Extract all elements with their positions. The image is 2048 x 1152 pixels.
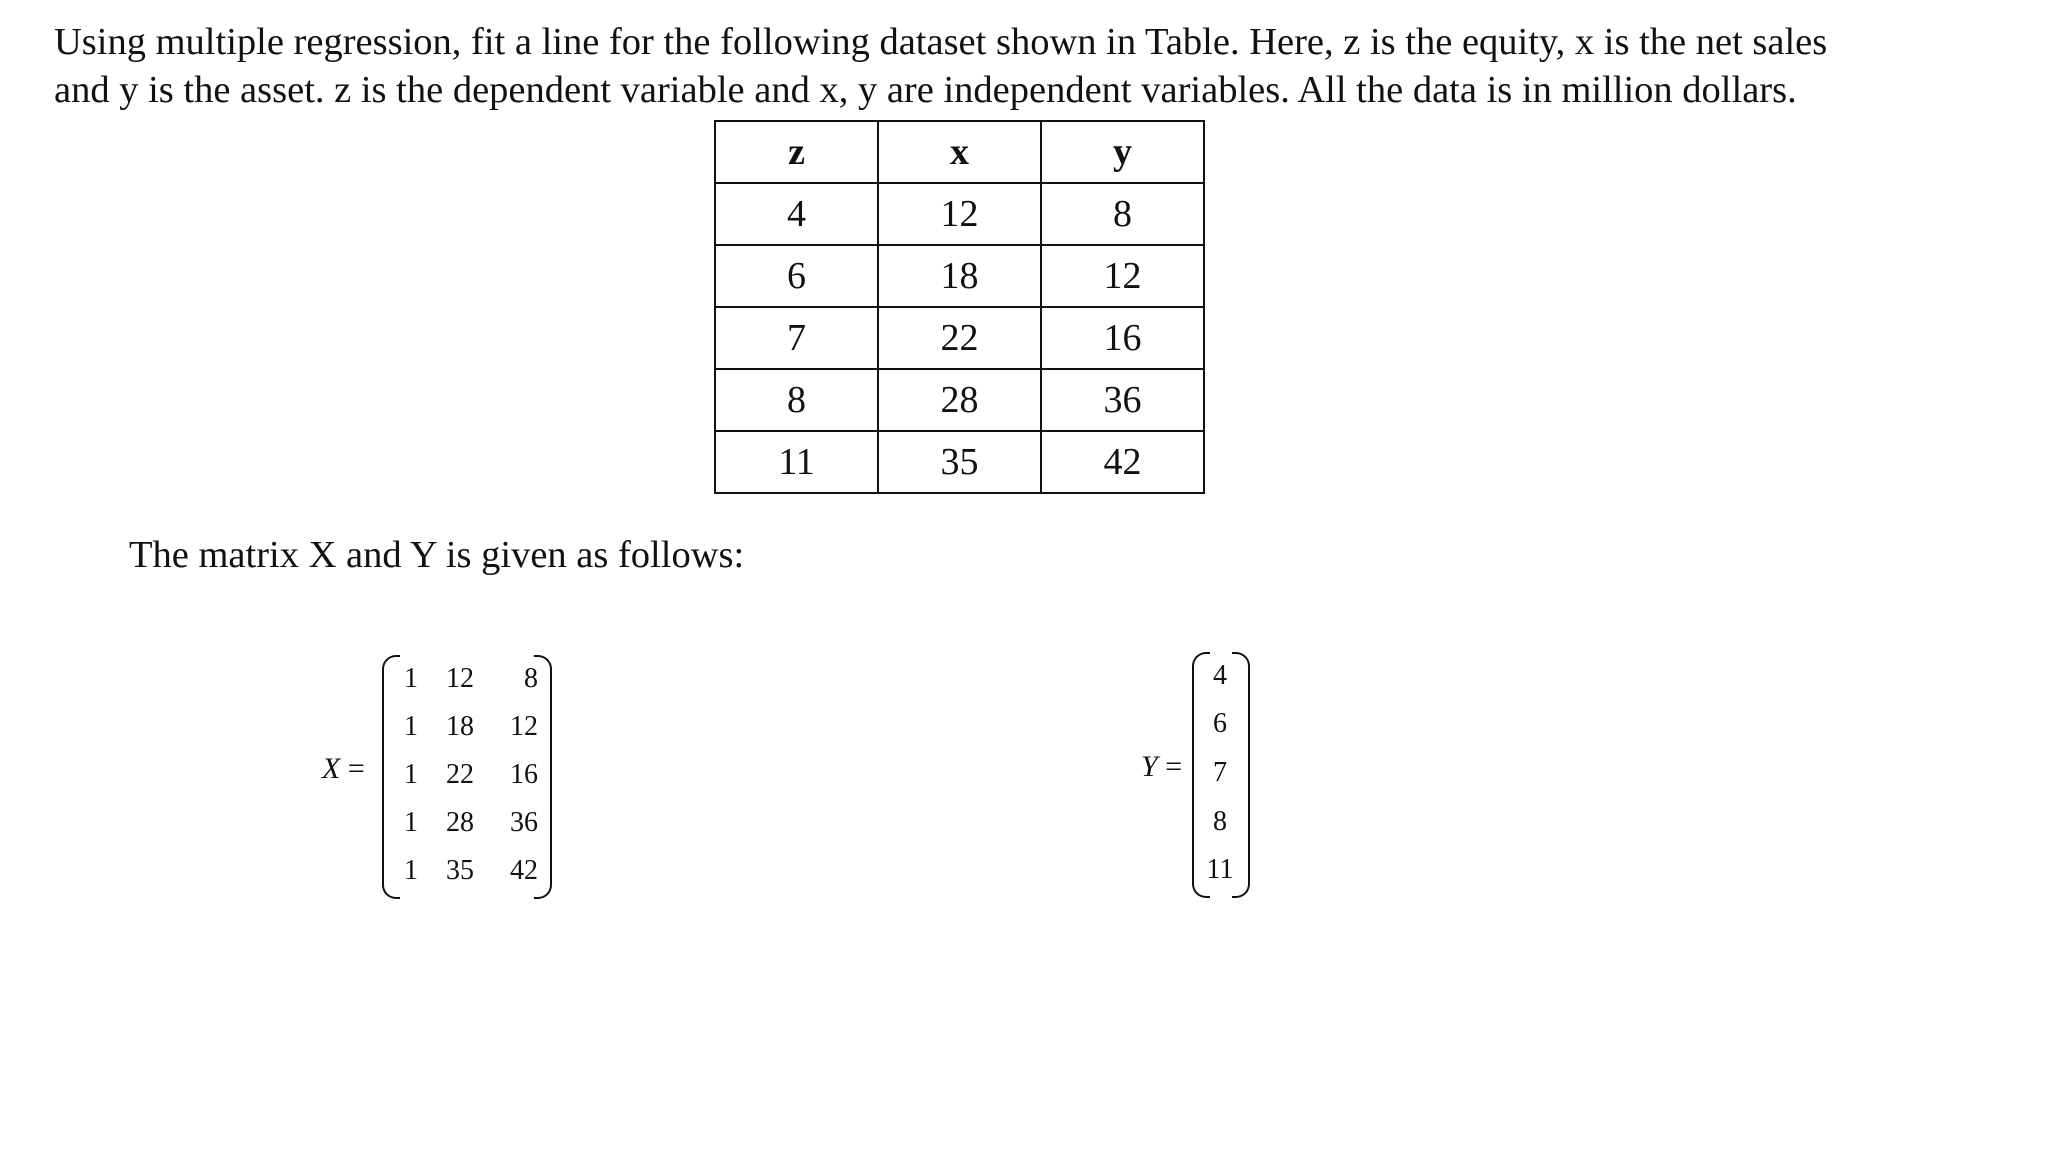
matrix-row — [1192, 749, 1250, 797]
table-cell: 35 — [878, 431, 1041, 493]
matrix-row — [382, 703, 552, 751]
table-cell: 7 — [715, 307, 878, 369]
matrix-row — [382, 799, 552, 847]
problem-statement — [54, 18, 2014, 114]
table-cell: 12 — [1041, 245, 1204, 307]
matrix-cell: 12 — [446, 663, 474, 694]
matrix-cell: 8 — [524, 663, 538, 694]
matrix-y-equals: = — [1165, 750, 1183, 783]
table-row — [715, 369, 1204, 431]
table-cell: 22 — [878, 307, 1041, 369]
problem-statement-line-2: and y is the asset. z is the dependent variable and x, y are independent variables. All the data is in million dollars. — [54, 69, 1797, 111]
matrix-y-label — [1141, 750, 1182, 784]
table-cell: 8 — [715, 369, 878, 431]
matrix-cell: 6 — [1213, 708, 1227, 739]
matrix-y-grid — [1192, 652, 1250, 894]
table-cell: 4 — [715, 183, 878, 245]
matrix-row — [1192, 652, 1250, 700]
matrix-cell: 42 — [510, 855, 538, 886]
table-cell: 18 — [878, 245, 1041, 307]
table-header-row — [715, 121, 1204, 183]
table-cell: 28 — [878, 369, 1041, 431]
matrix-row — [382, 655, 552, 703]
matrix-cell: 8 — [1213, 806, 1227, 837]
table-cell: 8 — [1041, 183, 1204, 245]
matrix-row — [382, 847, 552, 895]
table-row — [715, 183, 1204, 245]
matrix-cell: 1 — [404, 807, 418, 838]
table-header-z: z — [715, 121, 878, 183]
matrix-x-grid — [382, 655, 552, 895]
table-cell: 36 — [1041, 369, 1204, 431]
matrix-x — [382, 655, 552, 895]
matrix-y-symbol: Y — [1141, 750, 1158, 783]
matrix-row — [1192, 846, 1250, 894]
matrix-cell: 1 — [404, 663, 418, 694]
matrix-cell: 12 — [510, 711, 538, 742]
table-row — [715, 245, 1204, 307]
matrix-cell: 1 — [404, 855, 418, 886]
table-cell: 16 — [1041, 307, 1204, 369]
matrix-row — [382, 751, 552, 799]
matrix-cell: 1 — [404, 711, 418, 742]
table-row — [715, 431, 1204, 493]
matrix-cell: 36 — [510, 807, 538, 838]
matrix-cell: 7 — [1213, 757, 1227, 788]
table-cell: 11 — [715, 431, 878, 493]
matrix-cell: 1 — [404, 759, 418, 790]
matrix-row — [1192, 700, 1250, 748]
matrix-cell: 18 — [446, 711, 474, 742]
matrix-cell: 11 — [1206, 854, 1234, 885]
problem-statement-line-1: Using multiple regression, fit a line for the following dataset shown in Table. Here, z is the equity, x is the net sales — [54, 21, 1828, 63]
dataset-table — [714, 120, 1205, 494]
table-header-x: x — [878, 121, 1041, 183]
matrix-cell: 16 — [510, 759, 538, 790]
matrix-intro-text: The matrix X and Y is given as follows: — [129, 534, 745, 576]
table-cell: 12 — [878, 183, 1041, 245]
matrix-cell: 22 — [446, 759, 474, 790]
matrix-x-label — [322, 752, 365, 786]
matrix-cell: 35 — [446, 855, 474, 886]
matrix-cell: 28 — [446, 807, 474, 838]
table-header-y: y — [1041, 121, 1204, 183]
table-cell: 42 — [1041, 431, 1204, 493]
table-cell: 6 — [715, 245, 878, 307]
matrix-x-equals: = — [347, 752, 365, 785]
matrix-row — [1192, 798, 1250, 846]
matrix-cell: 4 — [1213, 660, 1227, 691]
table-row — [715, 307, 1204, 369]
matrix-x-symbol: X — [322, 752, 341, 785]
matrix-y — [1192, 652, 1250, 894]
